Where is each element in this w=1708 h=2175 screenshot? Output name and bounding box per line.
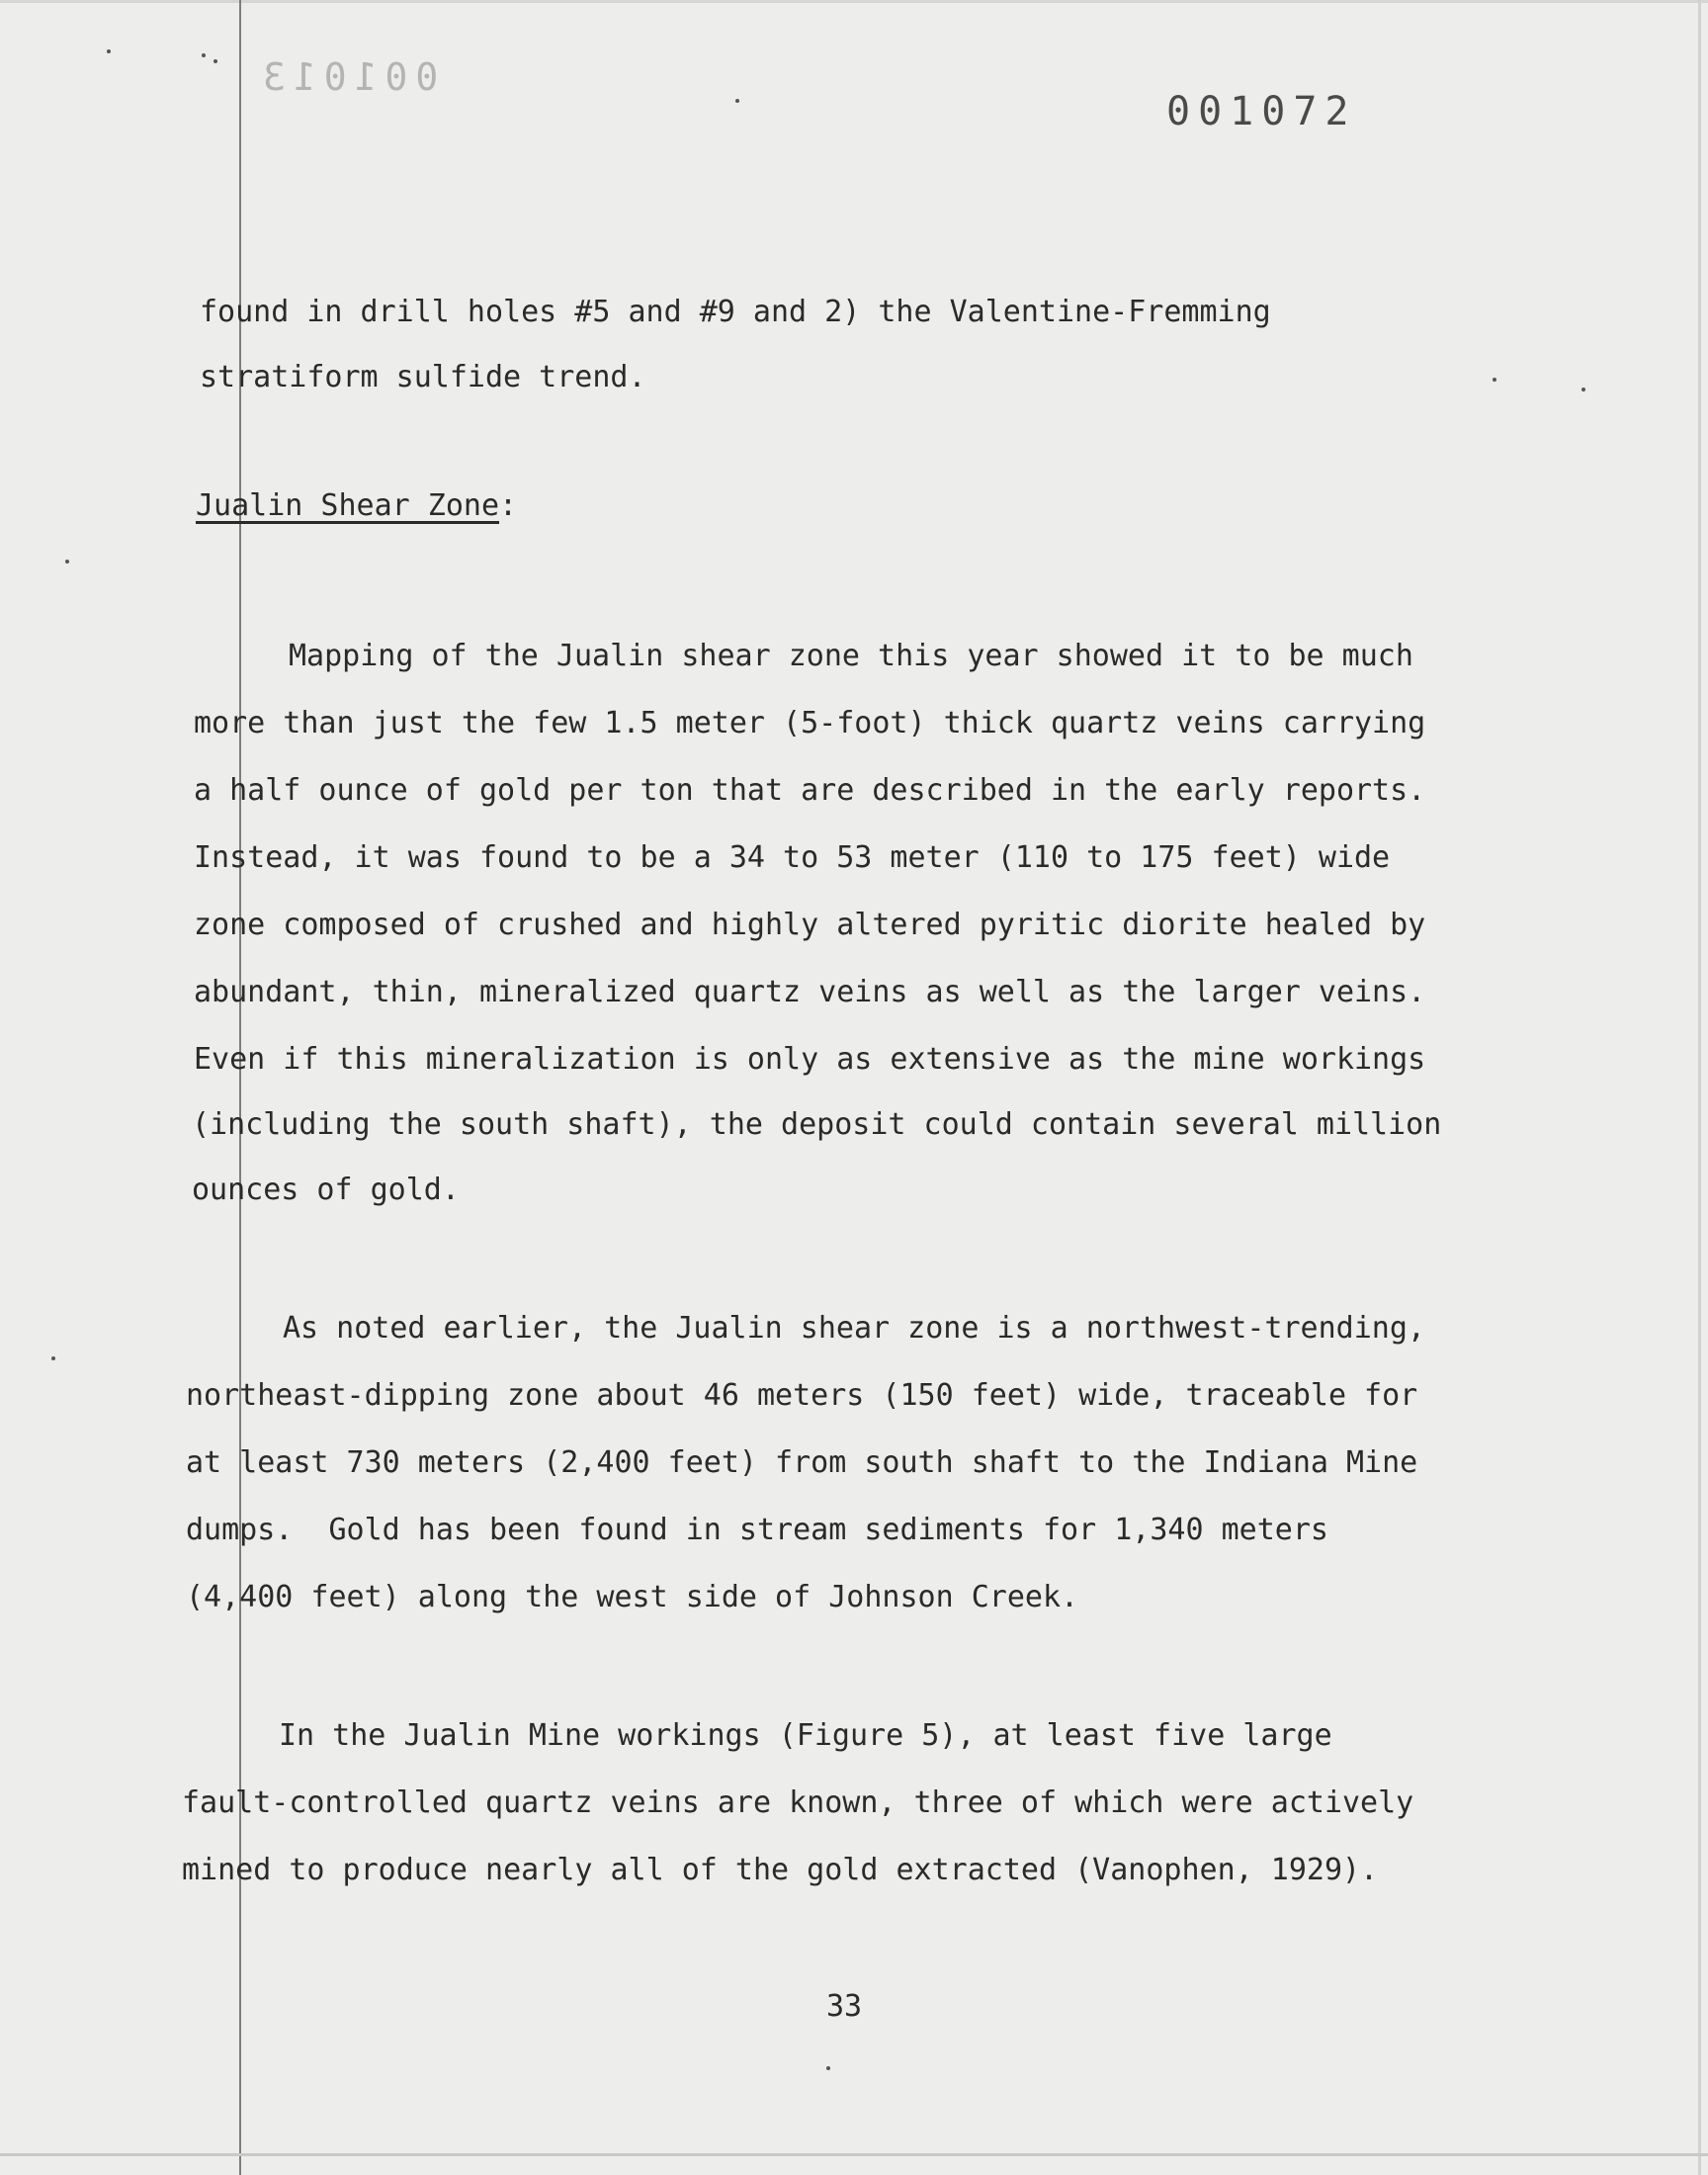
scan-speck — [214, 59, 217, 63]
scan-speck — [107, 49, 111, 53]
bottom-scan-edge — [0, 2153, 1708, 2156]
paragraph-2-line-5: (4,400 feet) along the west side of Johnson Creek. — [186, 1580, 1079, 1614]
scan-speck — [51, 1356, 55, 1360]
right-scan-edge — [1698, 0, 1701, 2175]
scan-speck — [1581, 388, 1585, 392]
paragraph-1-line-4: Instead, it was found to be a 34 to 53 meter (110 to 175 feet) wide — [194, 840, 1391, 875]
mirrored-bleed-stamp: 001013 — [255, 55, 439, 99]
paragraph-2-line-2: northeast-dipping zone about 46 meters (150 feet) wide, traceable for — [186, 1378, 1418, 1413]
scan-speck — [202, 53, 206, 57]
intro-line-2: stratiform sulfide trend. — [200, 360, 646, 394]
paragraph-1-line-5: zone composed of crushed and highly altered pyritic diorite healed by — [194, 908, 1426, 942]
paragraph-1-line-1: Mapping of the Jualin shear zone this year showed it to be much — [289, 639, 1413, 673]
paragraph-1-line-9: ounces of gold. — [192, 1173, 460, 1207]
top-scan-edge — [0, 0, 1708, 3]
paragraph-3-line-2: fault-controlled quartz veins are known, three of which were actively — [182, 1785, 1414, 1820]
intro-line-1: found in drill holes #5 and #9 and 2) the Valentine-Fremming — [200, 295, 1271, 329]
page-number: 33 — [826, 1989, 863, 2024]
section-heading-suffix: : — [499, 488, 518, 523]
paragraph-1-line-2: more than just the few 1.5 meter (5-foot) thick quartz veins carrying — [194, 706, 1426, 740]
paragraph-1-line-8: (including the south shaft), the deposit could contain several million — [192, 1107, 1442, 1142]
paragraph-2-line-3: at least 730 meters (2,400 feet) from south shaft to the Indiana Mine — [186, 1445, 1418, 1480]
scan-speck — [1493, 378, 1496, 382]
paragraph-1-line-3: a half ounce of gold per ton that are described in the early reports. — [194, 773, 1426, 808]
scan-speck — [65, 560, 69, 564]
document-number-stamp: 001072 — [1166, 89, 1357, 134]
paragraph-3-line-3: mined to produce nearly all of the gold extracted (Vanophen, 1929). — [182, 1853, 1379, 1887]
section-heading-text: Jualin Shear Zone — [196, 488, 500, 523]
scan-speck — [735, 99, 739, 103]
paragraph-1-line-7: Even if this mineralization is only as extensive as the mine workings — [194, 1042, 1426, 1077]
paragraph-1-line-6: abundant, thin, mineralized quartz veins as well as the larger veins. — [194, 975, 1426, 1009]
paragraph-2-line-4: dumps. Gold has been found in stream sediments for 1,340 meters — [186, 1513, 1328, 1547]
paragraph-3-line-1: In the Jualin Mine workings (Figure 5), at least five large — [279, 1718, 1332, 1753]
paragraph-2-line-1: As noted earlier, the Jualin shear zone is a northwest-trending, — [283, 1311, 1425, 1346]
scan-speck — [826, 2066, 830, 2070]
section-heading — [196, 488, 517, 524]
